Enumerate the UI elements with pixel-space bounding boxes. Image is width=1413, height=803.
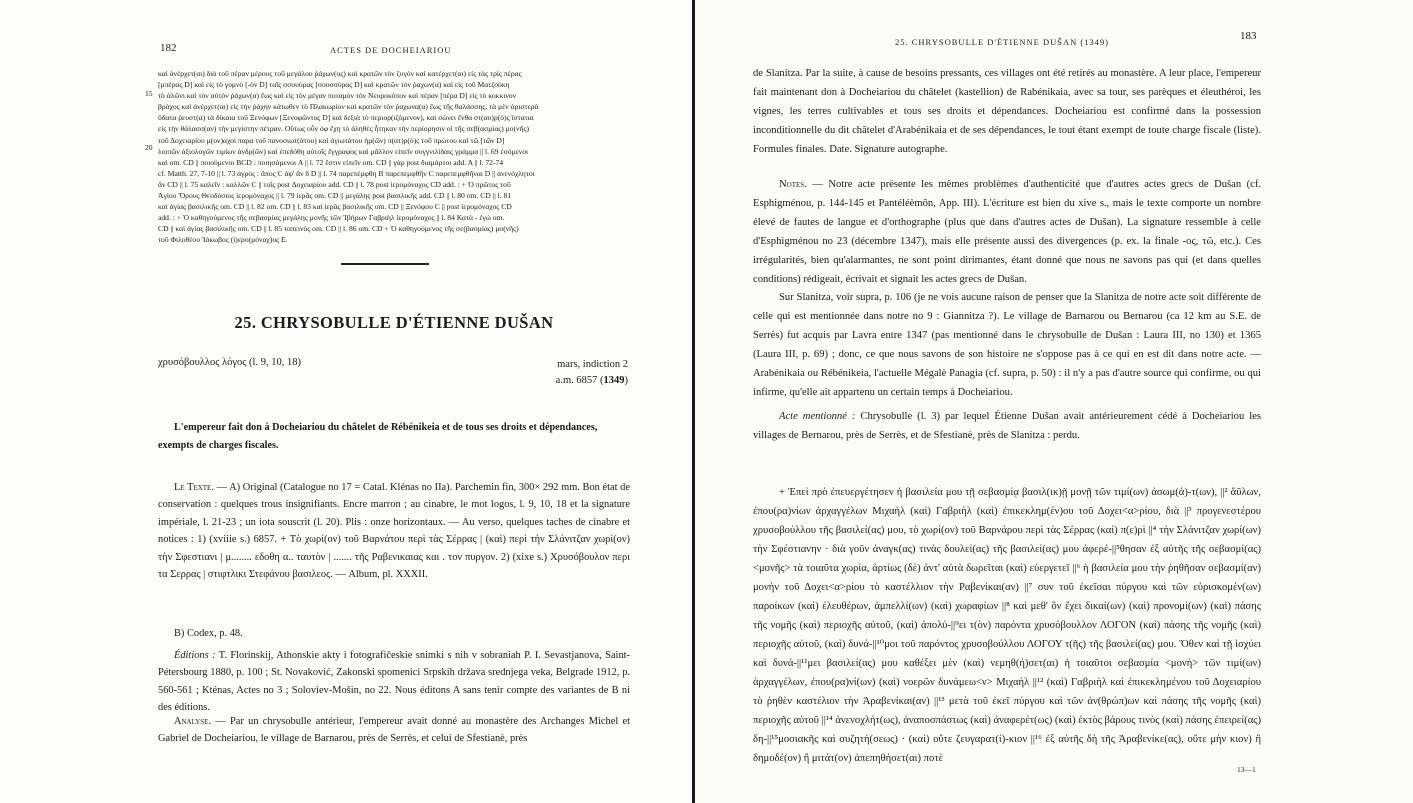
apparatus-line: καὶ ἀνέρχετ(αι) διὰ τοῦ πέραν μέρους τοῦ μεγάλου ῥάχων(ος) καὶ κρατῶν τὸν ζυγὸν καὶ κατέρχετ(αι) εἰς τὰς τρὶς πέρας [158,69,522,78]
signature-mark: 13—1 [1237,765,1256,774]
editions-heading: Éditions : [174,650,216,661]
texte-body: — A) Original (Catalogue no 17 = Catal. Klénas no IIa). Parchemin fin, 300× 292 mm. Bon état de conservation : quelques trous insignifiants. Encre marron ; au cinabre, le mot logos, l. 9, 10, 18 et la signature impériale, l. 21-23 ; un iota souscrit (l. 20). Plis : onze horizontaux. — Au verso, quelques taches de cinabre et notices : 1) (xviiie s.) 6857. + Τὸ χωρί(ον) τοῦ Βαρνάτου περὶ τὰς Σέρρας | (καὶ) περὶ τὴν Σλάνιτζαν χωρί(ον) τὴν Σφεστιανι | μ........ εδοθη α.. ταυτὸν | ....... τῆς Ραβενικαιας και . τον πυργον. 2) (xixe s.) Χρυσόβουλον περι τα Σερρας | στιφτλικι Στεφάνου βασιλεος. — Album, pl. XXXII. [158,482,630,581]
date-line-2 [490,374,628,388]
apparatus-line: ὕδατα ῥευστ(α) τὰ δίκαια τοῦ Ξενόφων [Ξενοφῶντος D] καὶ δεξιὰ τὸ περιορ(ιζόμενον), καὶ σώνει ἔνθα στ(αυ)ρ(ὸ)ς ἵσταται [158,113,534,123]
date-year-bold: 1349 [603,375,625,386]
apparatus-line: add. : + Ὁ καθηγούμενος τῆς σεβασμίας μεγάλης μονῆς τῶν Ἰβήρων Γαβριὴλ ἱερομόναχος || l. 84 Κατὰ - ἐγὼ om. [158,213,505,223]
apparatus-line: τοῦ Δοχειαρίου μ(ον)αχοὶ παρα τοῦ πανοσιωτ(άτου) καὶ ἁγιωτάτου ἡμ(ῶν) π(ατ)ρ(ὸ)ς τοῦ πρώτου καὶ τῶ [τῶν D] [158,135,505,145]
apparatus-line: ἃν CD || l. 75 καλεῖν : καλλῶν C || τοῖς post Δοχειαρίου add. CD || l. 78 post ἱερομόναχος CD add. : + Ὁ πρῶτος τοῦ [158,179,511,189]
analyse-section [158,713,630,748]
apparatus-line: CD || καὶ ἁγίας βασιλικῆς om. CD || l. 85 ταπεινὸς om. CD || l. 86 om. CD + Ὁ καθηγούμενος τῆς σε(βασμίας) μο(νῆς) [158,224,519,234]
analyse-body: — Par un chrysobulle antérieur, l'empereur avait donné au monastère des Archanges Michel et Gabriel de Docheiariou, le village de Barnarou, près de Serrès, et celui de Sfestianè, près [158,716,630,745]
apparatus-line: λοιπῶν ἀξιολογῶν τιμίων ἀνδρ(ῶν) καὶ ἐπεδόθη αὐτοῖς ἔγγραφος καὶ μᾶλλον εἰπεῖν συγγνιλίδαις γράμμα || l. 69 ἐσόμενοι [158,146,529,156]
apparatus-line: Ἁγίου Ὄρους Θεοδόσιος ἱερομόναχος || l. 79 ἱερᾶς om. CD || μεγάλης post βασιλικῆς add. CD || l. 80 om. CD || l. 81 [158,191,512,201]
apparatus-line: τοῦ Φιλοθέου Ἰάκωβος (ἱ)ερο(μόναχ)ος E. [158,235,288,245]
apparatus-line: βράχος καὶ ἀνέρχετ(αι) εἰς τὴν ῥάχην κάτωθεν τὸ Πλακωρίον καὶ κρατῶν τὸν ῥαχωνα(α) ἕως τῆς θαλάσσης, τὰ μὲν ἀριστερὰ [158,102,539,112]
acte-body: Chrysobulle (l. 3) par lequel Étienne Dušan avait antérieurement cédé à Docheiariou les villages de Bernarou, près de Serrès, et de Sfestianè, près de Slanitza : perdu. [753,411,1261,441]
acte-heading: Acte mentionné : [779,411,856,422]
left-page [0,0,695,803]
notes-section [753,175,1261,289]
right-running-head: 25. CHRYSOBULLE D'ÉTIENNE DUŠAN (1349) [895,37,1110,47]
date-year-suffix: ) [624,375,628,386]
right-page [695,0,1413,803]
apparatus-line: cf. Matth. 27, 7-10 || l. 73 ἀγρὸς : ἄπος C ἀφ' ἄν δ D || l. 74 παρεπέμφθη B παρεπεμφθῆν C παρεπεμφθῆναι D || ἀνενόχλητοι [158,168,535,178]
date-year-prefix: a.m. 6857 ( [555,375,604,386]
apparatus-line: [μπέρας D] καὶ εἰς τὸ γυμνὸ [-ὸν D] ταῖς σσουύρας [σουσσύρας D] καὶ κρατῶν τὸν ῥαχων(α) καὶ εἰς τοῦ Ματζούκη [158,80,510,90]
notes-body: — Notre acte présente les mêmes problèmes d'authenticité que d'autres actes grecs de Dušan (cf. Esphigménou, p. 144-145 et Pantéléèmôn, App. III). L'écriture est bien du xive s., mais le texte comporte un nombre élevé de fautes de langue et d'orthographe (plus que dans d'autres actes de Dušan). La signature ressemble à celle d'Esphigménou no 23 (décembre 1347), mais elle présente aussi des divergences (p. ex. la finale -ος, τῶ, etc.). Ces irrégularités, bien qu'alarmantes, ne sont point dirimantes, étant donné que nous ne savons pas qui (et dans quelles conditions) rédigeait, écrivait et signait les actes grecs de Dušan. [753,179,1262,285]
left-page-number: 182 [160,42,177,54]
editions-section [158,647,630,717]
editions-body: T. Florinskij, Athonskie akty i fotografičeskie snimki s nih v sobraniah P. I. Sevastjanova, Saint-Pétersbourg 1880, p. 100 ; St. Novaković, Zakonski spomenici Srpskih država srednjega veka, Belgrade 1912, p. 560-561 ; Kténas, Actes no 3 ; Soloviev-Mošin, no 22. Nous éditons A sans tenir compte des variantes de B ni des éditions. [158,650,630,714]
document-summary: L'empereur fait don à Docheiariou du châtelet de Rébénikeia et de tous ses droits et dépendances, exempts de charges fiscales. [158,422,598,451]
slanitza-paragraph: Sur Slanitza, voir supra, p. 106 (je ne vois aucune raison de penser que la Slanitza de notre acte soit différente de celle qui est mentionnée dans notre no 9 : Giannitza ?). Le village de Barnarou ou Bernarou (ca 12 km au S.E. de Serrès) fut acquis par Lavra entre 1347 (pas mentionné dans le chrysobulle de Dušan : Laura III, no 130) et 1365 (Laura III, p. 69) ; donc, ce que nous savons de son histoire ne s'oppose pas à ce qui en est dit dans notre acte. — Arabénikaia ou Rébénikeia, l'actuelle Mégalè Panagia (cf. supra, p. 50) : il n'y a pas d'autre source qui confirme, ou qui infirme, qu'elle ait appartenu un certain temps à Docheiariou. [753,292,1261,398]
apparatus-line: τὸ ἀλῶνι καὶ τὸν αὐτὸν ῥάχων(α) ἕως καὶ εἰς τὸν μέγαν ποταμὸν τὸν Νευροκόπον καὶ πέραν [πέρα D] εἰς τὸ κοκκινον [158,91,517,101]
critical-apparatus [158,68,630,246]
document-title: 25. CHRYSOBULLE D'ÉTIENNE DUŠAN [234,313,554,332]
texte-heading: Le Texte. [174,482,214,493]
codex-line: B) Codex, p. 48. [174,628,243,639]
analyse-heading: Analyse. [174,716,212,727]
texte-section [158,479,630,583]
right-page-number: 183 [1240,30,1257,42]
line-number-15: 15 [145,89,153,98]
left-running-head: ACTES DE DOCHEIARIOU [330,45,452,55]
analyse-continued: de Slanitza. Par la suite, à cause de besoins pressants, ces villages ont été retirés au monastère. A leur place, l'empereur fait maintenant don à Docheiariou du châtelet (kastellion) de Rabénikaia, avec sa tour, ses parèques et éleuthéroi, les vignes, les terres cultivables et tous ses droits et dépendances. Docheiariou est confirmé dans la possession inconditionnelle du dit châtelet d'Arabénikaia et de ses dépendances, le tout étant exempt de toute charge fiscale (liste). Formules finales. Date. Signature autographe. [753,68,1261,155]
section-divider [341,263,429,265]
date-line-1: mars, indiction 2 [557,359,628,370]
apparatus-line: καὶ om. CD || ποιούμενοι BCD : ποιησάμενοι A || l. 72 ἔστιν εἰπεῖν om. CD || γὰρ post διαμάρτοι add. A || l. 72-74 [158,157,504,167]
apparatus-line: εἰς τὴν θάλασσ(αν) τὴν μεγίστην πέτραν. Οὕτως οὖν ὀφ ἔχη τὸ ἀληθὲς ἦτηκαν τὴν περίορησιν οἱ τῆς σεβ(ασμίας) μο(νῆς) [158,124,530,134]
greek-act-text: + Ἐπεὶ πρὸ ἐπευεργέτησεν ἡ βασιλεία μου τῇ σεβασμίᾳ βασιλ(ικ)ῇ μονῇ τῶν τιμί(ων) ἀσωμ(ά)-τ(ων), ||² ἄῦλων, ἐπου(ρα)νίων ἀρχαγγέλων Μιχαὴλ (καὶ) Γαβριὴλ (καὶ) ἐπικεκλημ(έν)ου τοῦ Δοχει<α>ρίου, διὰ ||³ προγενεστέρου χρυσοβούλλου τῆς βασιλεί(ας) μου, τὸ χωρί(ον) τοῦ Βαρνάρου περὶ τὰς Σέρρας (καὶ) π(ε)ρὶ ||⁴ τὴν Σλάνιτζαν χωρί(ων) τὴν Σφέστιανην · διὰ γοῦν ἀναγκ(ας) τινὰς δουλεί(ας) τῆς βασιλεί(ας) μου ἀφερέ-||⁵θησαν ἐξ αὐτῆς τῆς σεβασμί(ας) <μονῆς> τὰ τοιαῦτα χωρία, ἀρτίως (δὲ) ἀντ' αὐτὰ δωρεῖται (καὶ) εὐεργετεῖ ||⁶ ἡ βασιλεία μου τὴν ῥηθῆσαν σεβασμί(αν) μονὴν τοῦ Δοχει<α>ρίου τὸ καστέλλιον τὴν Ραβενίκαι(αν) ||⁷ συν τοῦ ἐκεῖσαι πύργου καὶ τῶν εὑρισκομέν(ων) παροίκων (καὶ) ἐλευθέρων, ἀμπελλί(ων) (καὶ) χωραφίων ||⁸ καὶ μεθ' ὃν ἔχει δικαί(ων) (καὶ) προνομί(ων) (καὶ) πάσης τῆς νομῆς (καὶ) περιοχῆς αὐτοῦ, (καὶ) ἀπολύ-||⁹ει τ(ὸν) παρόντα χρυσόβουλλον ΛΟΓΟΝ (καὶ) πάσης τῆς νομῆς (καὶ) περιοχῆς αὐτοῦ, (καὶ) δυνά-||¹⁰μοι τοῦ παρόντος χρυσοβούλλου ΛΟΓΟΥ τ(ῆς) τῆς βασιλεί(ας) μου. Ὅθεν καὶ τῇ ἰσχύει καὶ δυνά-||¹¹μει βασιλεί(ας) μου καθέξει μὲν (καὶ) νεμηθ(ή)σετ(αι) ἡ τοιαῦτοι σεβασμία <μονὴ> τῶν τιμί(ων) ἀρχαγγέλων, ἐπου(ρα)νί(ων) (καὶ) νοερῶν δυνάμεω<ν> Μιχαὴλ ||¹² (καὶ) Γαβριὴλ καὶ ἐπικεκλημένου τοῦ Δοχειαρίου τὸ ῥηθὲν καστέλιον τὴν Ἀραβενίκαι(αν) ||¹³ μετὰ τοῦ ἐκεῖ πύργου καὶ τῶν ἀν(θρώπ)ων καὶ πάσης τῆς νομῆς (καὶ) περιοχῆς αὐτοῦ ||¹⁴ ἀνενοχλήτ(ως), ἀναποσπάστως (καὶ) ἀναφερέτ(ως) (καὶ) ἐκτὸς βάρους τινὸς (καὶ) πάσης ἐπειρεί(ας) δη-||¹⁵μοσιακῆς καὶ συζητή(σεως) · (καὶ) οὔτε ζευγαρατ(ί)-κιον ||¹⁶ ἐξ αὐτῆς δὴ τῆς Ἀραβενίκε(ας), οὔτε μὴν κιον) ἢ δημοδέ(ον) ἢ μιτάτ(ον) ἀπεπηθήσετ(αι) ποτὲ [753,487,1261,764]
line-number-20: 20 [145,143,153,152]
notes-heading: Notes. [779,179,807,190]
document-type-label: χρυσόβουλλος λόγος (l. 9, 10, 18) [158,357,301,368]
acte-mentionne-section [753,407,1261,445]
apparatus-line: καὶ ἁγίας βασιλικῆς om. CD || l. 82 om. CD || l. 83 καὶ ἱερᾶς βασιλικῆς om. CD || Ξενόφου C || post ἱερομόναχος CD [158,202,512,212]
